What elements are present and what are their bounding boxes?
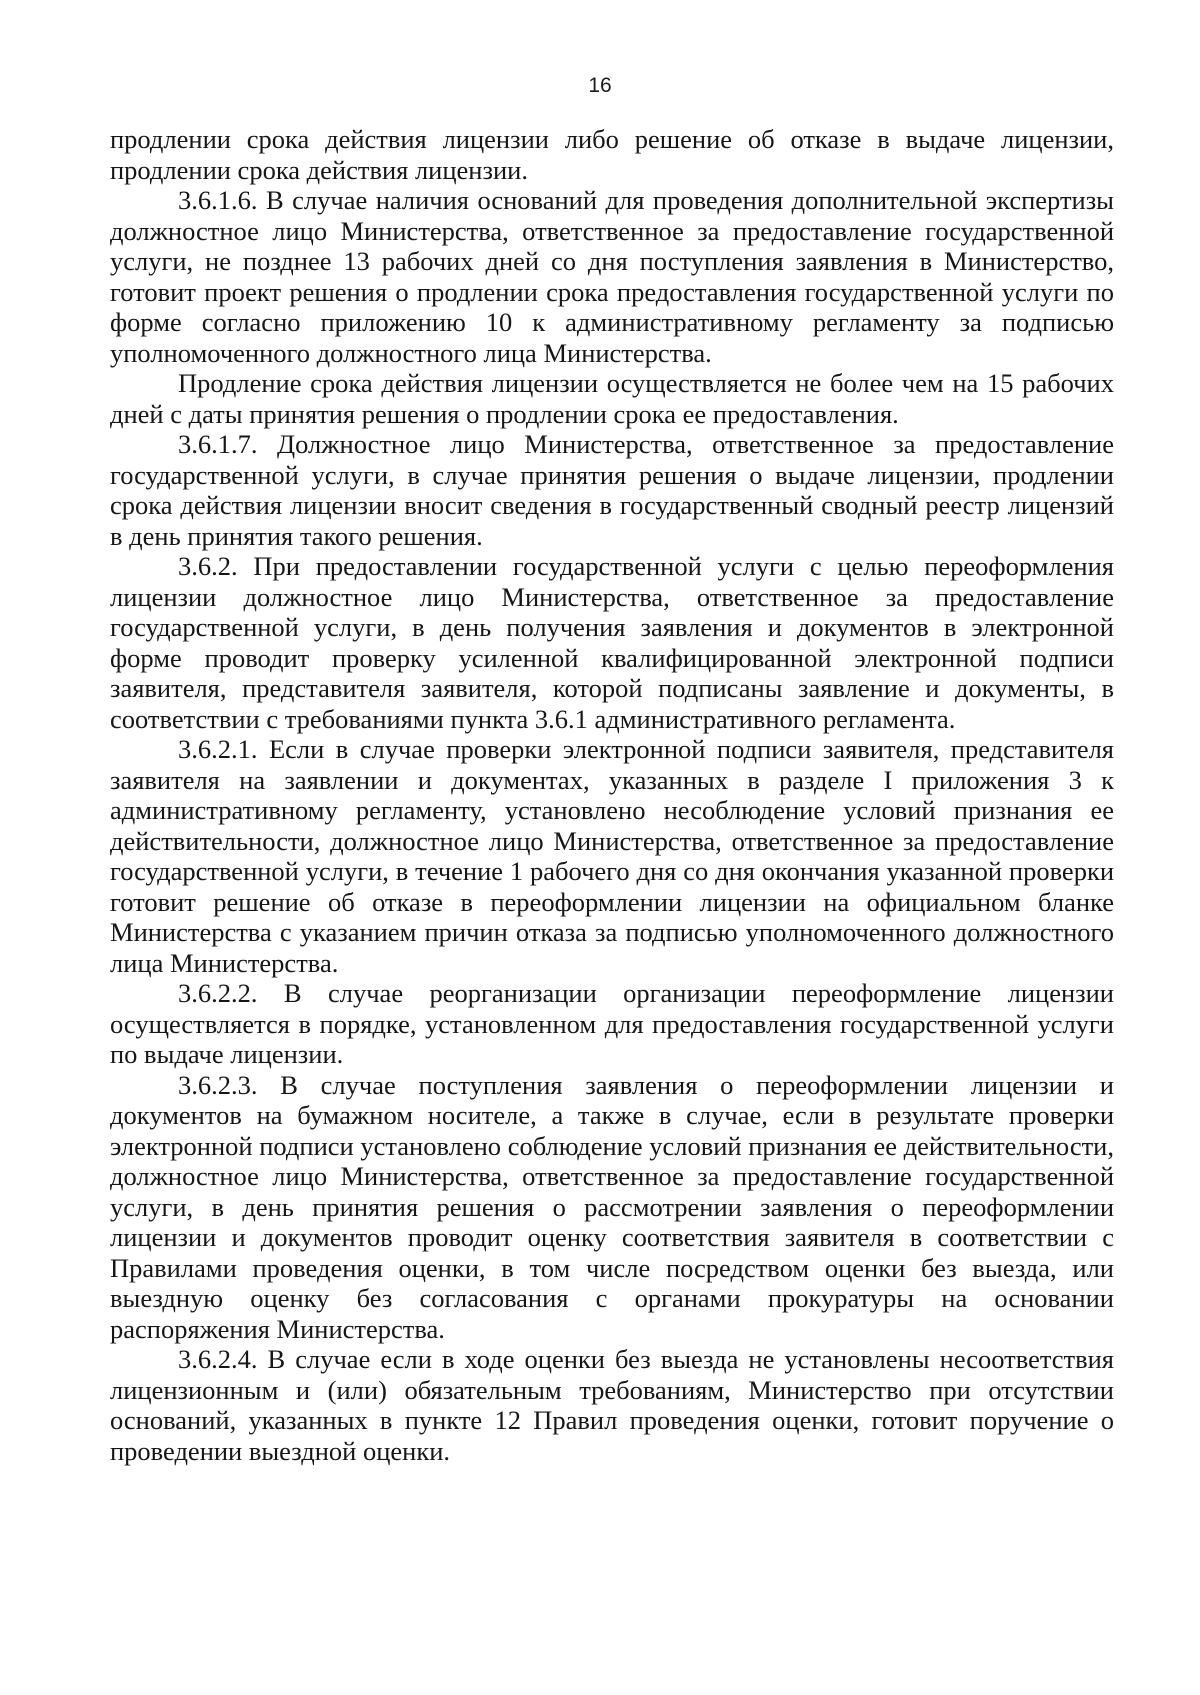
paragraph-3-6-2-2: 3.6.2.2. В случае реорганизации организации переоформление лицензии осуществляется в порядке, установленном для предоставления государственной услуги по выдаче лицензии. (110, 978, 1114, 1069)
paragraph-extension-term: Продление срока действия лицензии осуществляется не более чем на 15 рабочих дней с даты принятия решения о продлении срока ее предоставления. (110, 368, 1114, 429)
paragraph-3-6-2-3: 3.6.2.3. В случае поступления заявления о переоформлении лицензии и документов на бумажном носителе, а также в случае, если в результате проверки электронной подписи установлено соблюдение условий признания ее действительности, должностное лицо Министерства, ответственное за предоставление государственной услуги, в день принятия решения о рассмотрении заявления о переоформлении лицензии и документов проводит оценку соответствия заявителя в соответствии с Правилами проведения оценки, в том числе посредством оценки без выезда, или выездную оценку без согласования с органами прокуратуры на основании распоряжения Министерства. (110, 1069, 1114, 1344)
paragraph-3-6-2: 3.6.2. При предоставлении государственной услуги с целью переоформления лицензии должностное лицо Министерства, ответственное за предоставление государственной услуги, в день получения заявления и документов в электронной форме проводит проверку усиленной квалифицированной электронной подписи заявителя, представителя заявителя, которой подписаны заявление и документы, в соответствии с требованиями пункта 3.6.1 административного регламента. (110, 551, 1114, 734)
paragraph-3-6-1-7: 3.6.1.7. Должностное лицо Министерства, ответственное за предоставление государственной услуги, в случае принятия решения о выдаче лицензии, продлении срока действия лицензии вносит сведения в государственный сводный реестр лицензий в день принятия такого решения. (110, 429, 1114, 551)
page-number: 16 (588, 74, 612, 97)
document-body (110, 124, 1114, 1466)
paragraph-3-6-1-6: 3.6.1.6. В случае наличия оснований для проведения дополнительной экспертизы должностное лицо Министерства, ответственное за предоставление государственной услуги, не позднее 13 рабочих дней со дня поступления заявления в Министерство, готовит проект решения о продлении срока предоставления государственной услуги по форме согласно приложению 10 к административному регламенту за подписью уполномоченного должностного лица Министерства. (110, 185, 1114, 368)
paragraph-continuation: продлении срока действия лицензии либо решение об отказе в выдаче лицензии, продлении срока действия лицензии. (110, 124, 1114, 185)
paragraph-3-6-2-4: 3.6.2.4. В случае если в ходе оценки без выезда не установлены несоответствия лицензионным и (или) обязательным требованиям, Министерство при отсутствии оснований, указанных в пункте 12 Правил проведения оценки, готовит поручение о проведении выездной оценки. (110, 1344, 1114, 1466)
paragraph-3-6-2-1: 3.6.2.1. Если в случае проверки электронной подписи заявителя, представителя заявителя на заявлении и документах, указанных в разделе I приложения 3 к административному регламенту, установлено несоблюдение условий признания ее действительности, должностное лицо Министерства, ответственное за предоставление государственной услуги, в течение 1 рабочего дня со дня окончания указанной проверки готовит решение об отказе в переоформлении лицензии на официальном бланке Министерства с указанием причин отказа за подписью уполномоченного должностного лица Министерства. (110, 734, 1114, 978)
